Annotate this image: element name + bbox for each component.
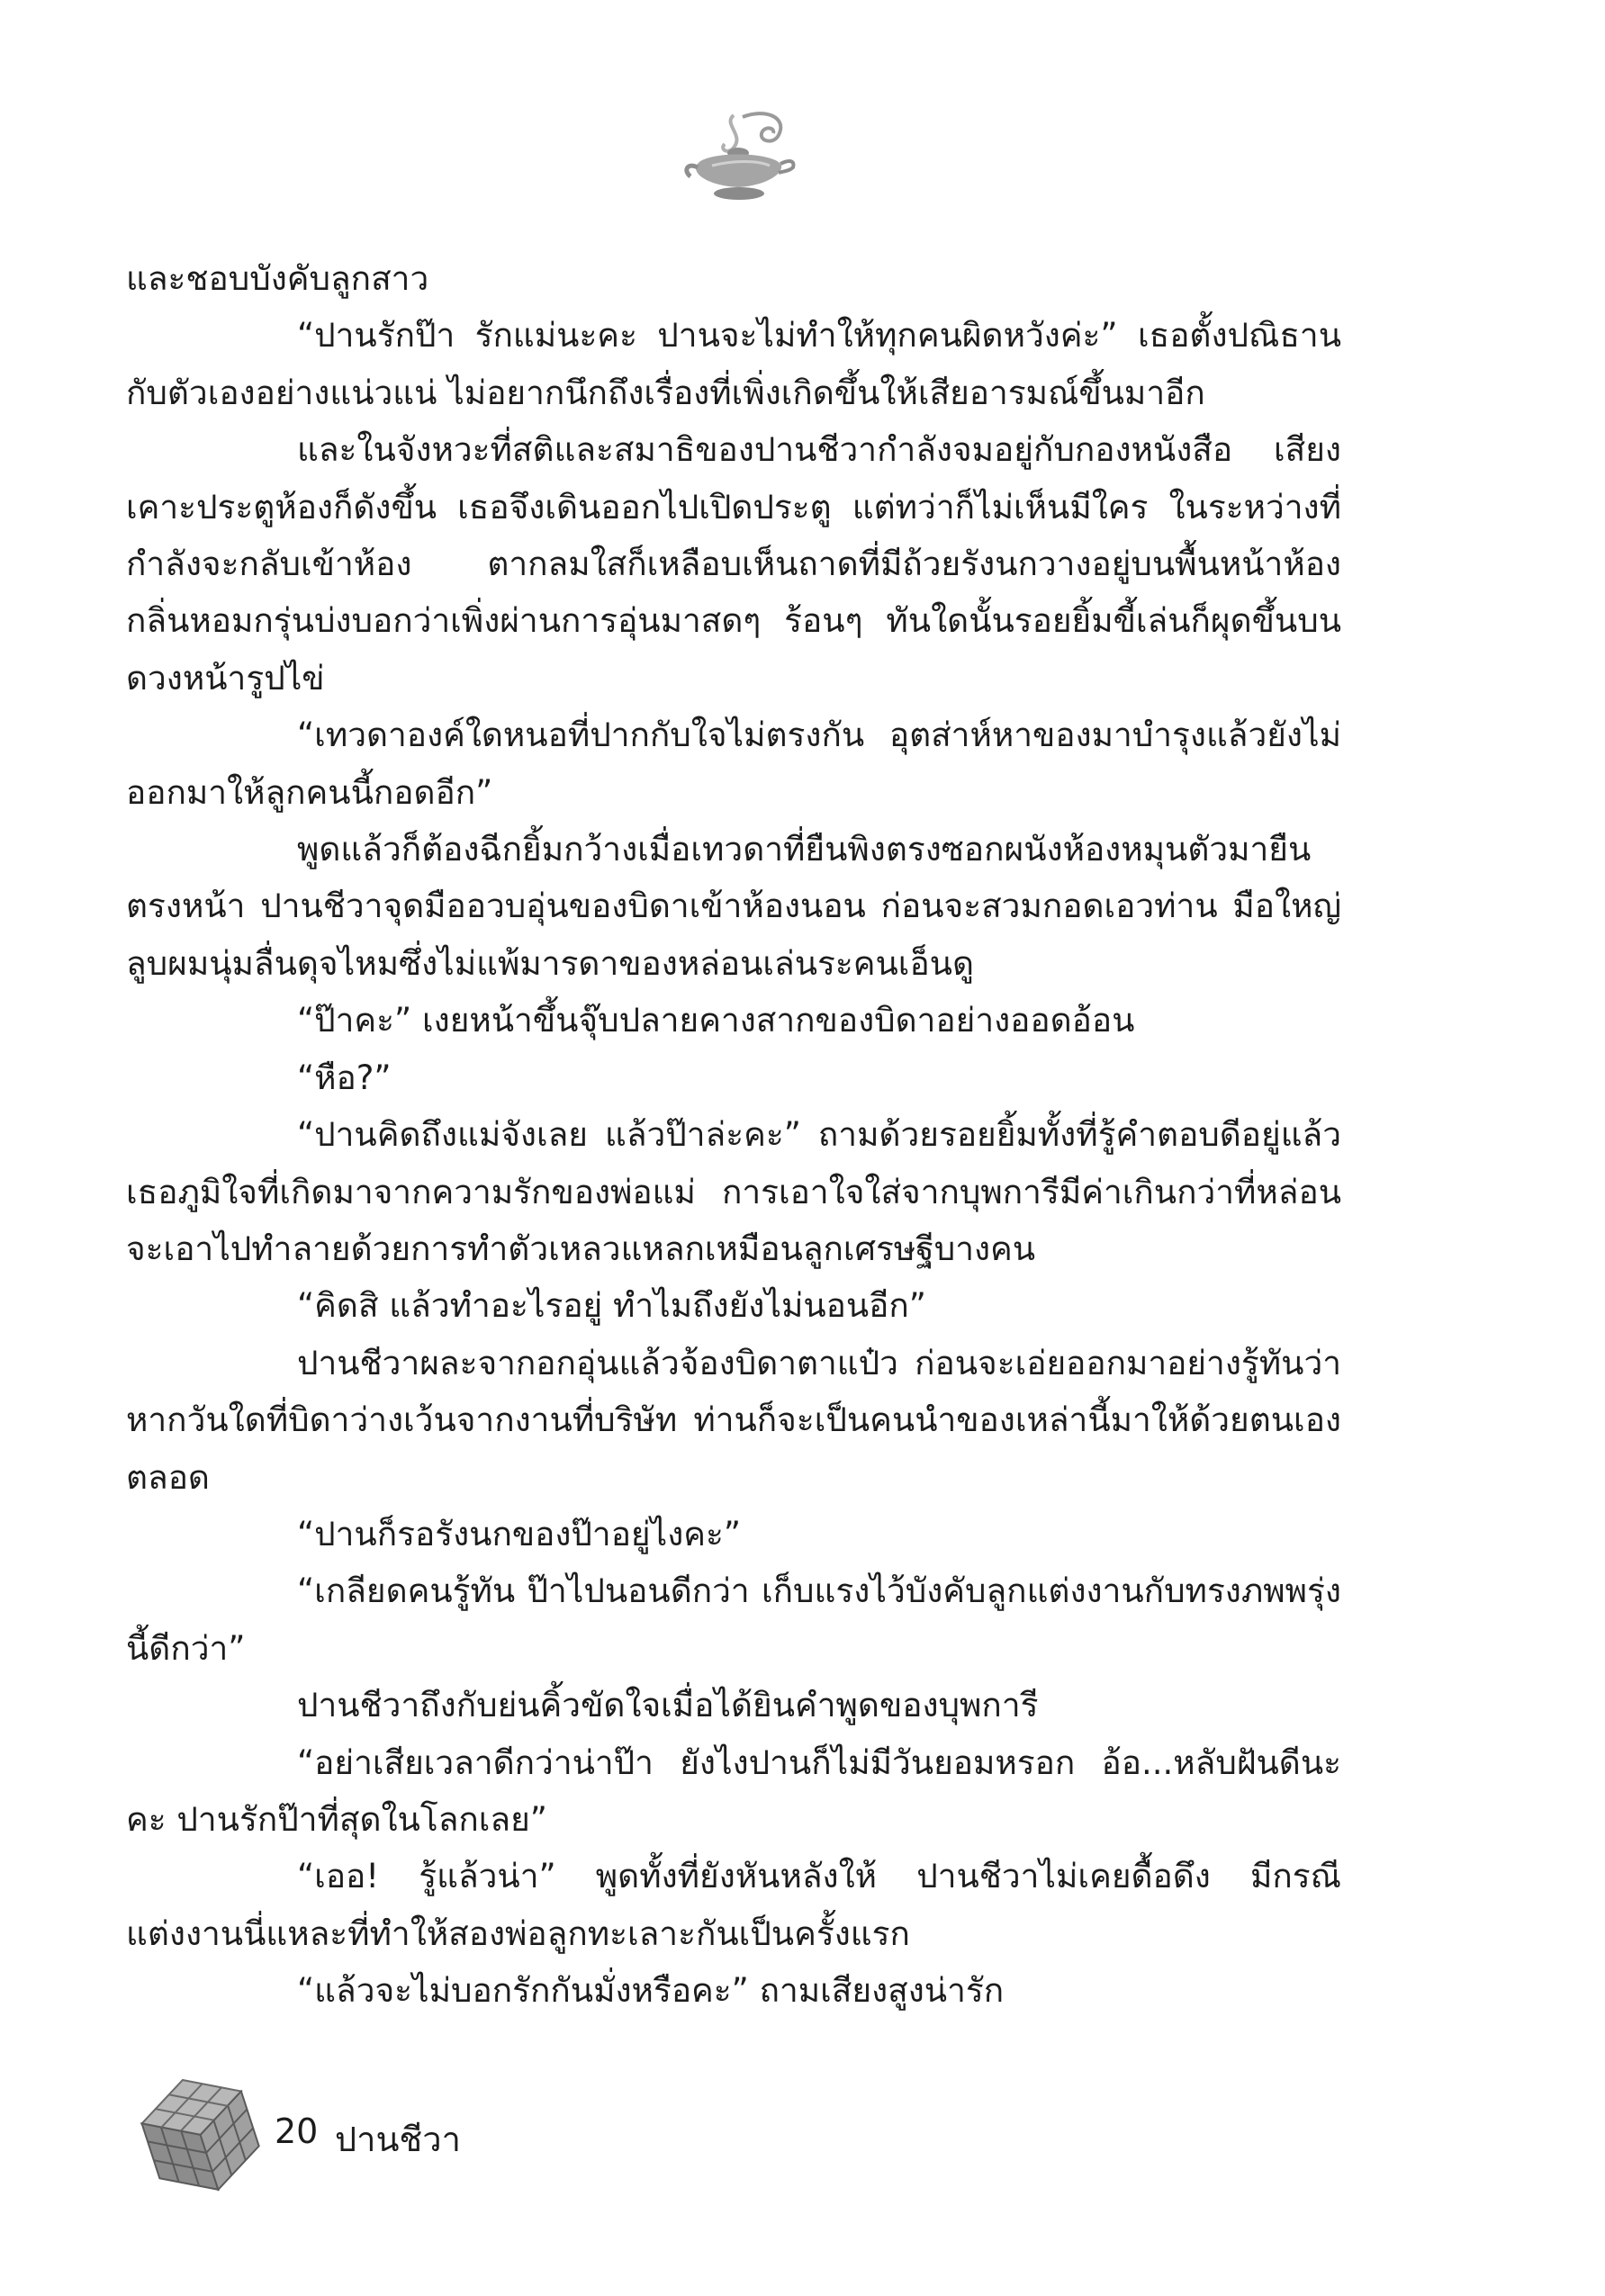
- paragraph: “แล้วจะไม่บอกรักกันมั่งหรือคะ” ถามเสียงสูงน่ารัก: [297, 1971, 1005, 2011]
- paragraph: พูดแล้วก็ต้องฉีกยิ้มกว้างเมื่อเทวดาที่ยืนพิงตรงซอกผนังห้องหมุนตัวมายืนตรงหน้า ปานชีวาจุดมืออวบอุ่นของบิดาเข้าห้องนอน ก่อนจะสวมกอดเอวท่าน มือใหญ่ลูบผมนุ่มลื่นดุจไหมซึ่งไม่แพ้มารดาของหล่อนเล่นระคนเอ็นดู: [126, 830, 1341, 983]
- story-text: [126, 250, 1341, 2020]
- paragraph: “เออ! รู้แล้วน่า” พูดทั้งที่ยังหันหลังให้ ปานชีวาไม่เคยดื้อดึง มีกรณีแต่งงานนี่แหละที่ทำให้สองพ่อลูกทะเลาะกันเป็นครั้งแรก: [126, 1857, 1341, 1953]
- paragraph: “เทวดาองค์ใดหนอที่ปากกับใจไม่ตรงกัน อุตส่าห์หาของมาบำรุงแล้วยังไม่ออกมาให้ลูกคนนี้กอดอีก”: [126, 716, 1341, 812]
- paragraph: ปานชีวาผละจากอกอุ่นแล้วจ้องบิดาตาแป๋ว ก่อนจะเอ่ยออกมาอย่างรู้ทันว่าหากวันใดที่บิดาว่างเว้นจากงานที่บริษัท ท่านก็จะเป็นคนนำของเหล่านี้มาให้ด้วยตนเองตลอด: [126, 1343, 1341, 1497]
- paragraph: ปานชีวาถึงกับย่นคิ้วขัดใจเมื่อได้ยินคำพูดของบุพการี: [297, 1686, 1039, 1725]
- magic-lamp-icon: [680, 108, 797, 207]
- paragraph: “ปานก็รอรังนกของป๊าอยู่ไงคะ”: [297, 1514, 742, 1553]
- page-number: 20: [275, 2111, 319, 2151]
- paragraph: และในจังหวะที่สติและสมาธิของปานชีวากำลังจมอยู่กับกองหนังสือ เสียงเคาะประตูห้องก็ดังขึ้น เธอจึงเดินออกไปเปิดประตู แต่ทว่าก็ไม่เห็นมีใคร ในระหว่างที่กำลังจะกลับเข้าห้อง ตากลมใสก็เหลือบเห็นถาดที่มีถ้วยรังนกวางอยู่บนพื้นหน้าห้อง กลิ่นหอมกรุ่นบ่งบอกว่าเพิ่งผ่านการอุ่นมาสดๆ ร้อนๆ ทันใดนั้นรอยยิ้มขี้เล่นก็ผุดขึ้นบนดวงหน้ารูปไข่: [126, 430, 1341, 698]
- page-footer: [126, 2061, 756, 2205]
- rubiks-cube-icon: [126, 2061, 275, 2205]
- paragraph: “ปานรักป๊า รักแม่นะคะ ปานจะไม่ทำให้ทุกคนผิดหวังค่ะ” เธอตั้งปณิธานกับตัวเองอย่างแน่วแน่ ไม่อยากนึกถึงเรื่องที่เพิ่งเกิดขึ้นให้เสียอารมณ์ขึ้นมาอีก: [126, 316, 1341, 412]
- paragraph: “เกลียดคนรู้ทัน ป๊าไปนอนดีกว่า เก็บแรงไว้บังคับลูกแต่งงานกับทรงภพพรุ่งนี้ดีกว่า”: [126, 1571, 1341, 1668]
- paragraph: “หือ?”: [297, 1058, 392, 1097]
- paragraph: “อย่าเสียเวลาดีกว่าน่าป๊า ยังไงปานก็ไม่มีวันยอมหรอก อ้อ...หลับฝันดีนะคะ ปานรักป๊าที่สุดในโลกเลย”: [126, 1742, 1341, 1839]
- book-title: ปานชีวา: [335, 2120, 461, 2159]
- paragraph: และชอบบังคับลูกสาว: [126, 259, 429, 298]
- paragraph: “ป๊าคะ” เงยหน้าขึ้นจุ๊บปลายคางสากของบิดาอย่างออดอ้อน: [297, 1001, 1135, 1040]
- paragraph: “คิดสิ แล้วทำอะไรอยู่ ทำไมถึงยังไม่นอนอีก”: [297, 1286, 926, 1326]
- paragraph: “ปานคิดถึงแม่จังเลย แล้วป๊าล่ะคะ” ถามด้วยรอยยิ้มทั้งที่รู้คำตอบดีอยู่แล้ว เธอภูมิใจที่เกิดมาจากความรักของพ่อแม่ การเอาใจใส่จากบุพการีมีค่าเกินกว่าที่หล่อนจะเอาไปทำลายด้วยการทำตัวเหลวแหลกเหมือนลูกเศรษฐีบางคน: [126, 1115, 1341, 1268]
